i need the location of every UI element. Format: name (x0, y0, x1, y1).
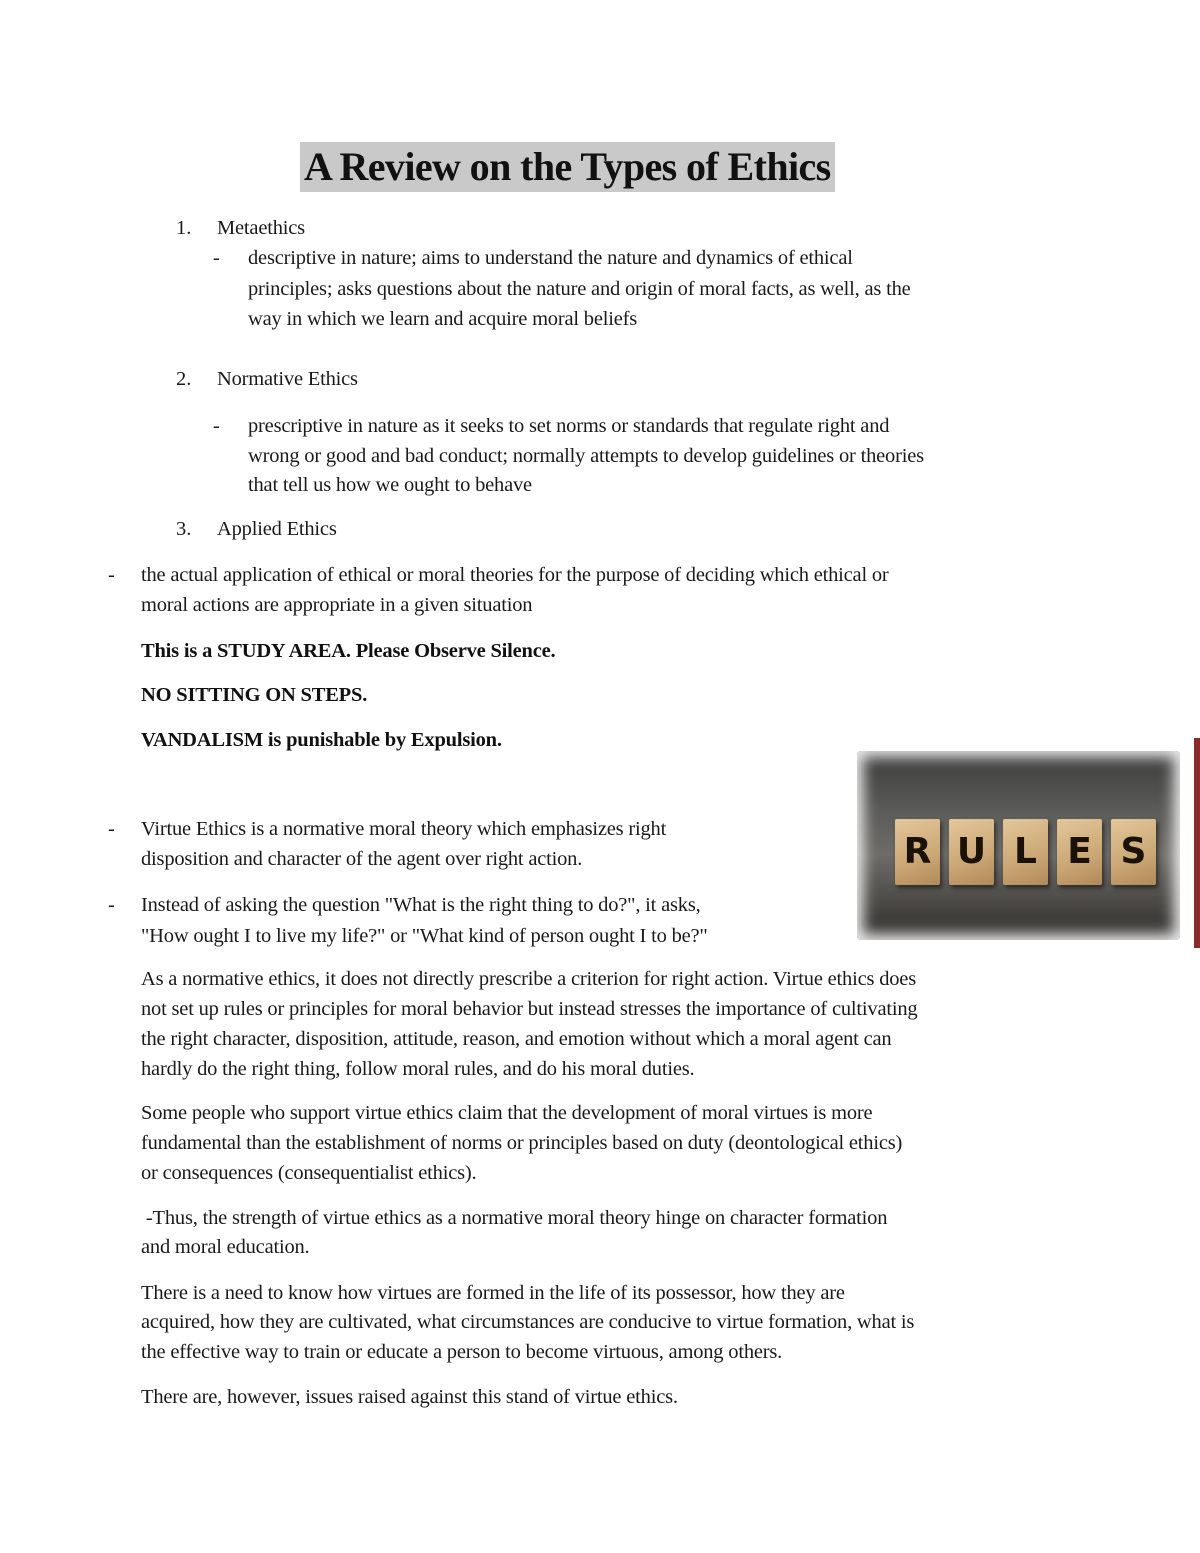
notice-no-sitting: NO SITTING ON STEPS. (141, 684, 368, 706)
section-1-heading: Metaethics (217, 217, 305, 239)
section-3-bullet: - (108, 564, 115, 586)
paragraph-1-line: not set up rules or principles for moral behavior but instead stresses the importance of cultivating (141, 998, 918, 1020)
rules-image (857, 751, 1180, 940)
paragraph-1-line: hardly do the right thing, follow moral rules, and do his moral duties. (141, 1058, 695, 1080)
virtue-bullet-2-line: Instead of asking the question "What is the right thing to do?", it asks, (141, 894, 701, 916)
virtue-bullet-1-line: Virtue Ethics is a normative moral theory which emphasizes right (141, 818, 667, 840)
virtue-bullet-2-line: "How ought I to live my life?" or "What kind of person ought I to be?" (141, 925, 708, 947)
section-1-text-line: descriptive in nature; aims to understand the nature and dynamics of ethical (248, 247, 853, 269)
virtue-bullet-1-line: disposition and character of the agent over right action. (141, 848, 583, 870)
section-2-bullet: - (213, 415, 220, 437)
paragraph-3-line: and moral education. (141, 1236, 310, 1258)
paragraph-4-line: the effective way to train or educate a person to become virtuous, among others. (141, 1341, 783, 1363)
section-1-text-line: way in which we learn and acquire moral beliefs (248, 308, 638, 330)
section-2-text-line: prescriptive in nature as it seeks to set norms or standards that regulate right and (248, 415, 890, 437)
rules-tile: L (1003, 819, 1048, 885)
paragraph-4-line: There is a need to know how virtues are formed in the life of its possessor, how they are (141, 1282, 845, 1304)
virtue-bullet-2-marker: - (108, 894, 115, 916)
virtue-bullet-1-marker: - (108, 818, 115, 840)
rules-tile: E (1057, 819, 1102, 885)
rules-tile: U (949, 819, 994, 885)
section-1-number: 1. (176, 217, 192, 239)
rules-tile: R (895, 819, 940, 885)
section-3-heading: Applied Ethics (217, 518, 337, 540)
section-3-text-line: the actual application of ethical or moral theories for the purpose of deciding which ethical or (141, 564, 889, 586)
paragraph-5-line: There are, however, issues raised against this stand of virtue ethics. (141, 1386, 678, 1408)
paragraph-4-line: acquired, how they are cultivated, what circumstances are conducive to virtue formation, what is (141, 1311, 915, 1333)
paragraph-1-line: As a normative ethics, it does not directly prescribe a criterion for right action. Virtue ethics does (141, 968, 916, 990)
paragraph-2-line: Some people who support virtue ethics claim that the development of moral virtues is more (141, 1102, 873, 1124)
section-2-heading: Normative Ethics (217, 368, 358, 390)
section-2-text-line: that tell us how we ought to behave (248, 474, 532, 496)
section-3-number: 3. (176, 518, 192, 540)
section-1-bullet: - (213, 247, 220, 269)
notice-vandalism: VANDALISM is punishable by Expulsion. (141, 729, 502, 751)
notice-study-area: This is a STUDY AREA. Please Observe Silence. (141, 640, 556, 662)
paragraph-1-line: the right character, disposition, attitude, reason, and emotion without which a moral agent can (141, 1028, 892, 1050)
paragraph-2-line: fundamental than the establishment of norms or principles based on duty (deontological ethics) (141, 1132, 903, 1154)
rules-tile: S (1111, 819, 1156, 885)
section-2-text-line: wrong or good and bad conduct; normally attempts to develop guidelines or theories (248, 445, 924, 467)
section-2-number: 2. (176, 368, 192, 390)
page-edge-strip (1194, 738, 1200, 948)
paragraph-2-line: or consequences (consequentialist ethics). (141, 1162, 477, 1184)
section-3-text-line: moral actions are appropriate in a given situation (141, 594, 533, 616)
document-title: A Review on the Types of Ethics (300, 142, 835, 192)
section-1-text-line: principles; asks questions about the nature and origin of moral facts, as well, as the (248, 278, 911, 300)
paragraph-3-line: -Thus, the strength of virtue ethics as a normative moral theory hinge on character formation (141, 1207, 888, 1229)
